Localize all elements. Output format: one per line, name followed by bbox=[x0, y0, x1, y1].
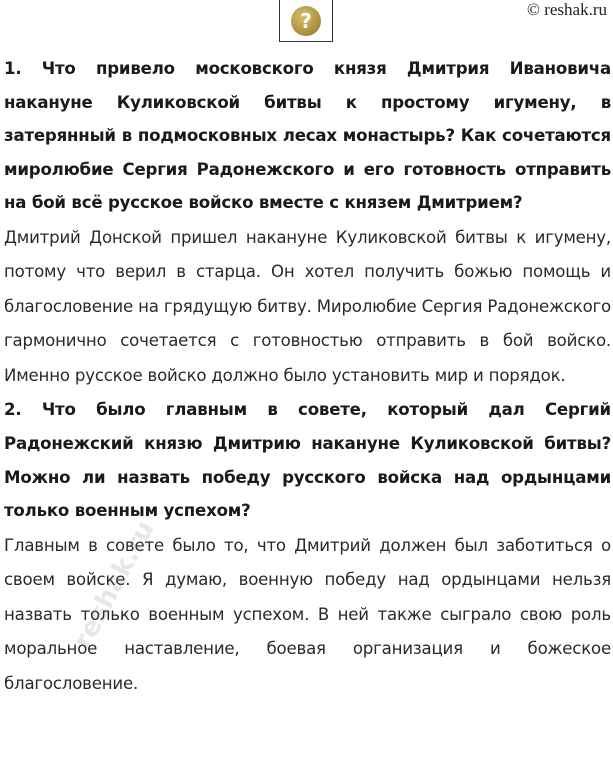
answer-1: Дмитрий Донской пришел накануне Куликовской битвы к игумену, потому что верил в старца. Он хотел получить божью помощь и благословение на грядущую битву. Миролюбие Сергия Радонежского гармонично сочетается с готовностью отправить в бой войско. Именно русское войско должно было установить мир и порядок. bbox=[4, 227, 611, 385]
answer-2: Главным в совете было то, что Дмитрий должен был заботиться о своем войске. Я думаю, военную победу над ордынцами нельзя назвать только военным успехом. В ней также сыграло свою роль моральное наставление, боевая организация и божеское благословение. bbox=[4, 535, 611, 693]
watermark: reshak.ru bbox=[68, 515, 161, 655]
qa-content bbox=[4, 52, 611, 701]
question-icon-frame bbox=[279, 0, 333, 42]
question-2: 2. Что было главным в совете, который дал Сергий Радонежский князю Дмитрию накануне Куликовской битвы? Можно ли назвать победу русского войска над ордынцами только военным успехом? bbox=[4, 400, 611, 521]
question-1: 1. Что привело московского князя Дмитрия Ивановича накануне Куликовской битвы к простому игумену, в затерянный в подмосковных лесах монастырь? Как сочетаются миролюбие Сергия Радонежского и его готовность отправить на бой всё русское войско вместе с князем Дмитрием? bbox=[4, 59, 611, 213]
copyright-notice: © reshak.ru bbox=[527, 0, 607, 19]
question-mark-icon: ? bbox=[291, 6, 321, 36]
